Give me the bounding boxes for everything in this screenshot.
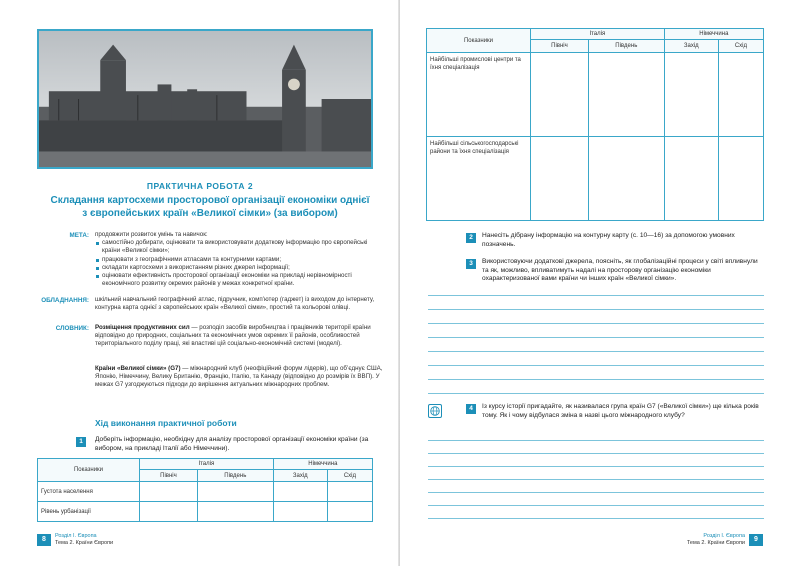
table-cell[interactable] (588, 53, 664, 137)
section-heading: Хід виконання практичної роботи (95, 418, 237, 428)
table-row-label: Рівень урбанізації (38, 502, 140, 522)
footer-section: Розділ І. Європа (703, 533, 745, 539)
col-country-germany: Німеччина (273, 459, 372, 470)
glossary-label: СЛОВНИК: (55, 325, 89, 332)
glossary-definition: — міжнародний клуб (неофіційний форум лідерів), що об’єднує США, Японію, Німеччину, Велику Британію, Францію, Італію, та Канаду (відповідно до розмірів їх ВВП). У межах G7 узгоджуються підходи до вирішення актуальних міжнародних проблем. (95, 365, 383, 389)
footer-right (687, 533, 763, 546)
task-number: 4 (466, 404, 476, 414)
table-cell[interactable] (664, 137, 718, 221)
answer-line[interactable] (428, 505, 764, 506)
meta-item: складати картосхеми з використанням різних джерел інформації; (95, 264, 385, 272)
task-number: 1 (76, 437, 86, 447)
task-4-text: Із курсу історії пригадайте, як називалася група країн G7 («Великої сімки») ще кілька років тому. Як і чому відбулася зміна в назві цього міжнародного клубу? (482, 403, 759, 419)
footer-section: Розділ І. Європа (55, 533, 97, 539)
page-number: 8 (37, 534, 51, 546)
westminster-photo (37, 29, 373, 169)
table-cell[interactable] (664, 53, 718, 137)
answer-line[interactable] (428, 440, 764, 441)
glossary-term: Розміщення продуктивних сил (95, 324, 190, 331)
col-south: Південь (588, 40, 664, 53)
page-number: 9 (749, 534, 763, 546)
table-cell[interactable] (140, 502, 198, 522)
task-3-text: Використовуючи додаткові джерела, поясніть, як глобалізаційні процеси у світі впливнули та як, можливо, впливатимуть надалі на просторову організацію економіки охарактеризованої вами країни чи інших країн «Великої сімки». (482, 258, 758, 283)
glossary-entry-2 (95, 365, 385, 390)
table-cell[interactable] (273, 502, 327, 522)
answer-line[interactable] (428, 492, 764, 493)
meta-item: працювати з географічними атласами та контурними картами; (95, 256, 385, 264)
table-cell[interactable] (718, 53, 763, 137)
meta-intro: продовжити розвиток умінь та навичок: (95, 231, 208, 238)
col-north: Північ (140, 470, 198, 482)
col-country-germany: Німеччина (664, 29, 763, 40)
footer-topic: Тема 2. Країни Європи (686, 539, 745, 546)
footer-caption (687, 533, 745, 546)
table-cell[interactable] (718, 137, 763, 221)
col-indicators: Показники (38, 459, 140, 482)
table-row-label: Густота населення (38, 482, 140, 502)
answer-line[interactable] (428, 309, 764, 310)
practical-work-label: ПРАКТИЧНА РОБОТА 2 (146, 181, 254, 191)
footer-caption (55, 533, 113, 546)
table-cell[interactable] (531, 137, 589, 221)
task-number: 3 (466, 259, 476, 269)
answer-line[interactable] (428, 337, 764, 338)
answer-line[interactable] (428, 323, 764, 324)
col-east: Схід (718, 40, 763, 53)
col-west: Захід (273, 470, 327, 482)
table-cell[interactable] (327, 482, 372, 502)
col-south: Південь (197, 470, 273, 482)
task-1-text: Доберіть інформацію, необхідну для аналізу просторової організації економіки країни (за вибором, на прикладі Італії або Німеччини). (95, 436, 369, 452)
answer-line[interactable] (428, 295, 764, 296)
meta-label: МЕТА: (69, 232, 89, 239)
globe-icon (428, 404, 442, 418)
page-title: Складання картосхеми просторової організації економіки однієї з європейських країн «Великої сімки» (за вибором) (50, 195, 370, 219)
table-row-label: Найбільші сільськогосподарські райони та їхня спеціалізація (427, 137, 531, 221)
table-cell[interactable] (197, 502, 273, 522)
meta-item: оцінювати ефективність просторової організації економіки на прикладі нерівномірності економічного розвитку окремих районів у межах конкретної країни. (95, 272, 385, 288)
answer-line[interactable] (428, 379, 764, 380)
glossary-entry-1 (95, 324, 385, 349)
answer-line[interactable] (428, 393, 764, 394)
answer-line[interactable] (428, 466, 764, 467)
footer-topic: Тема 2. Країни Європи (55, 539, 114, 546)
table-cell[interactable] (140, 482, 198, 502)
regions-table (426, 28, 764, 221)
meta-item: самостійно добирати, оцінювати та використовувати додаткову інформацію про європейські країни «Великої сімки»; (95, 239, 385, 255)
col-indicators: Показники (427, 29, 531, 53)
col-west: Захід (664, 40, 718, 53)
answer-line[interactable] (428, 479, 764, 480)
answer-line[interactable] (428, 365, 764, 366)
answer-line[interactable] (428, 453, 764, 454)
right-page (400, 0, 800, 566)
col-country-italy: Італія (531, 29, 665, 40)
col-country-italy: Італія (140, 459, 274, 470)
table-cell[interactable] (197, 482, 273, 502)
equipment-text: шкільний навчальний географічний атлас, підручник, комп’ютер (гаджет) із виходом до інтернету, контурна карта однієї з європейських країн «Великої сімки», простий та кольорові олівці. (95, 296, 375, 312)
col-north: Північ (531, 40, 589, 53)
equipment-label: ОБЛАДНАННЯ: (41, 297, 89, 304)
table-cell[interactable] (327, 502, 372, 522)
answer-line[interactable] (428, 351, 764, 352)
table-row-label: Найбільші промислові центри та їхня спеціалізація (427, 53, 531, 137)
glossary-term: Країни «Великої сімки» (G7) (95, 365, 181, 372)
table-cell[interactable] (531, 53, 589, 137)
answer-line[interactable] (428, 518, 764, 519)
meta-block (95, 231, 385, 288)
indicators-table (37, 458, 373, 522)
task-2-text: Нанесіть дібрану інформацію на контурну карту (с. 10—16) за допомогою умовних позначень. (482, 232, 735, 248)
table-cell[interactable] (588, 137, 664, 221)
glossary-definition: — розподіл засобів виробництва і працівників території країни відповідно до природних, соціальних та економічних умов окремих її районів, особливостей територіального поділу праці, які властиві цій соціально-економічній системі (моделі). (95, 324, 371, 348)
table-cell[interactable] (273, 482, 327, 502)
col-east: Схід (327, 470, 372, 482)
task-number: 2 (466, 233, 476, 243)
footer-left (37, 533, 113, 546)
